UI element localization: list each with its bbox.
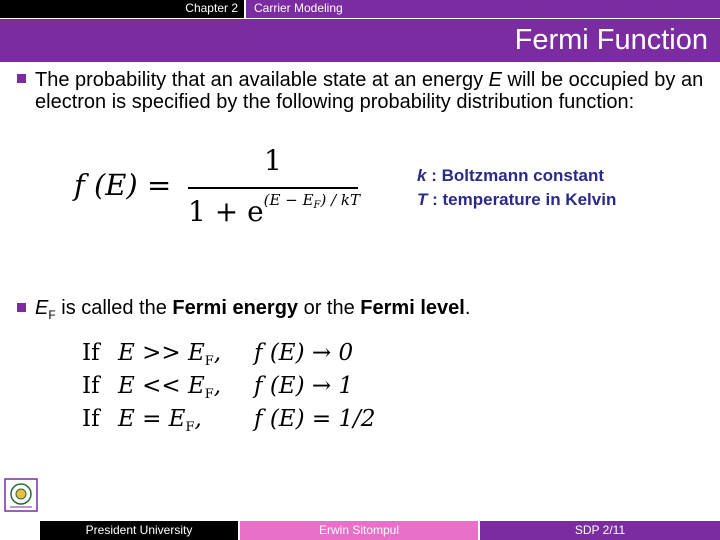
note-k [417,164,616,188]
case-condition: $E >> E_F$, [118,340,222,369]
fraction-line [188,187,358,189]
title-bar [0,19,720,62]
note-k-text: : Boltzmann constant [426,166,605,185]
formula-denominator [188,191,361,228]
case-result: f (E) → 0 [254,340,354,366]
bullet2-or: or the [298,297,361,319]
case-cond-sub: F [185,420,195,435]
footer-university-box [40,521,238,540]
footer-bar [0,521,720,540]
den-exp-end: ) / kT [320,191,361,209]
den-base: 1 + e [188,195,264,228]
formula-numerator: 1 [264,144,282,177]
chapter-box [0,0,244,18]
topic-box [246,0,720,18]
case-if: If [82,373,100,399]
case-if: If [82,406,100,432]
footer-author: Erwin Sitompul [318,523,400,537]
case-condition: $E = E_F$, [118,406,202,435]
top-bar [0,0,720,18]
note-t-text: : temperature in Kelvin [427,190,617,209]
bullet-fermi-level [35,297,470,321]
footer-page-number: SDP 2/11 [574,523,626,537]
bullet-square-icon [17,74,26,83]
footer-university: President University [85,523,193,537]
footer-page-box [480,521,720,540]
bullet1-var: E [488,69,502,91]
formula-lhs: f (E) = [74,168,172,202]
chapter-label: Chapter 2 [185,1,238,15]
case-result: f (E) → 1 [254,373,354,399]
case-cond-text: E << E [118,373,205,399]
slide-title: Fermi Function [514,24,708,56]
case-cond-text: E = E [118,406,186,432]
case-cond-sub: F [204,387,214,402]
den-exp-text: (E − E [263,191,314,209]
bullet2-sub: F [48,308,56,322]
case-cond-text: E >> E [118,340,205,366]
note-k-var: k [417,166,427,185]
note-t [417,188,616,212]
case-result: f (E) = 1/2 [254,406,376,432]
bullet2-var: E [35,297,49,319]
bullet2-mid: is called the [55,297,173,319]
den-exp-sub: F [313,200,321,211]
note-t-var: T [417,190,428,209]
footer-author-box [240,521,478,540]
constant-notes [417,164,616,212]
bullet2-bold2: Fermi level [360,297,465,319]
case-condition: $E << E_F$, [118,373,222,402]
bullet2-bold1: Fermi energy [172,297,299,319]
fermi-formula [68,140,368,235]
topic-label: Carrier Modeling [254,1,343,15]
case-if: If [82,340,100,366]
bullet-probability [35,69,715,113]
bullet2-end: . [464,297,471,319]
case-cond-sub: F [204,354,214,369]
university-logo-icon [4,478,38,512]
bullet1-text-post: will be occupied by an electron is specified by the following probability distribution function: [35,69,704,113]
den-exponent [264,191,360,209]
bullet-square-icon [17,303,26,312]
bullet1-text-pre: The probability that an available state at an energy [35,69,489,91]
